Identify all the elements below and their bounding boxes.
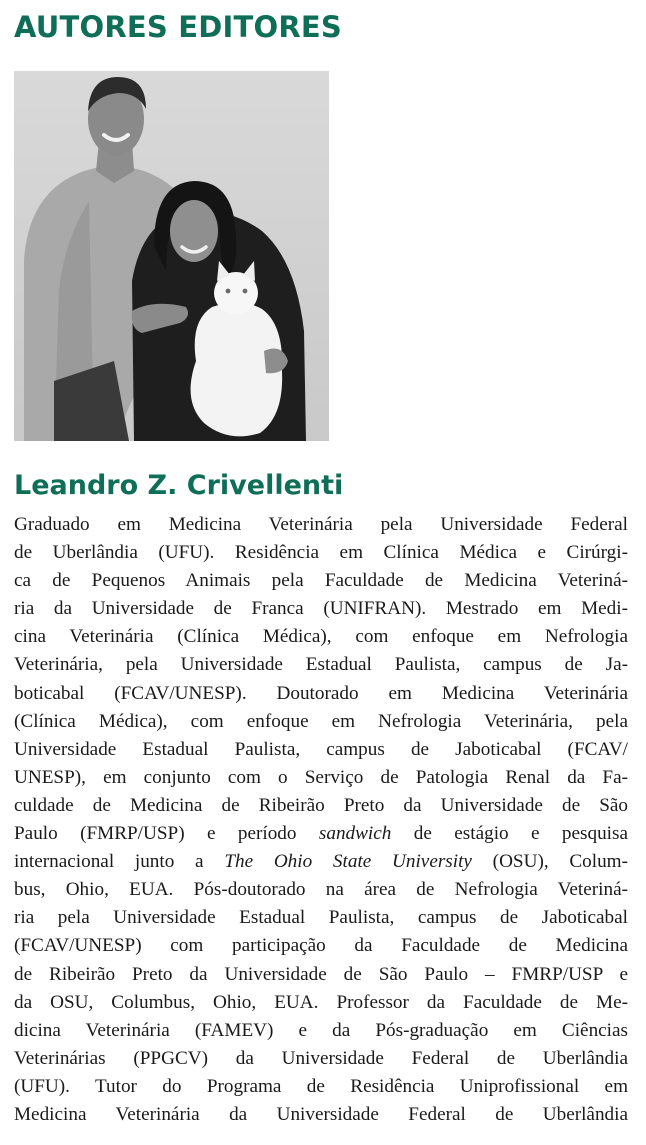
bio-text: Veterinárias (PPGCV) da Universidade Federal de Uberlândia bbox=[14, 1047, 628, 1069]
author-photo-illustration bbox=[14, 71, 329, 441]
bio-line bbox=[14, 792, 628, 820]
bio-text: (FCAV/UNESP) com participação da Faculdade de Medicina bbox=[14, 935, 628, 957]
bio-text: cina Veterinária (Clínica Médica), com enfoque em Nefrologia bbox=[14, 626, 628, 648]
bio-text: ria pela Universidade Estadual Paulista, campus de Jaboticabal bbox=[14, 907, 628, 929]
bio-text: internacional junto a bbox=[14, 851, 225, 873]
bio-text: UNESP), em conjunto com o Serviço de Patologia Renal da Fa- bbox=[14, 766, 628, 788]
bio-text: de Ribeirão Preto da Universidade de São Paulo – FMRP/USP e bbox=[14, 963, 628, 985]
bio-line bbox=[14, 736, 628, 764]
bio-line bbox=[14, 511, 628, 539]
bio-text: Graduado em Medicina Veterinária pela Universidade Federal bbox=[14, 514, 628, 535]
bio-line bbox=[14, 764, 628, 792]
bio-text: Universidade Estadual Paulista, campus de Jaboticabal (FCAV/ bbox=[14, 738, 628, 760]
bio-text: ca de Pequenos Animais pela Faculdade de Medicina Veteriná- bbox=[14, 570, 628, 592]
bio-line bbox=[14, 1101, 628, 1129]
bio-text: de Uberlândia (UFU). Residência em Clínica Médica e Cirúrgi- bbox=[14, 542, 628, 564]
bio-text: (UFU). Tutor do Programa de Residência Uniprofissional em bbox=[14, 1075, 628, 1097]
bio-text: Medicina Veterinária da Universidade Federal de Uberlândia bbox=[14, 1103, 628, 1125]
bio-line bbox=[14, 595, 628, 623]
bio-text: Veterinária, pela Universidade Estadual Paulista, campus de Ja- bbox=[14, 654, 628, 676]
author-photo bbox=[14, 71, 329, 441]
bio-line bbox=[14, 848, 628, 876]
bio-line bbox=[14, 932, 628, 960]
bio-italic-text: sandwich bbox=[318, 823, 392, 845]
bio-line bbox=[14, 539, 628, 567]
bio-text: boticabal (FCAV/UNESP). Doutorado em Medicina Veterinária bbox=[14, 682, 628, 704]
author-bio bbox=[14, 511, 628, 1129]
bio-text: bus, Ohio, EUA. Pós-doutorado na área de Nefrologia Veteriná- bbox=[14, 879, 628, 901]
bio-line bbox=[14, 1045, 628, 1073]
bio-line bbox=[14, 876, 628, 904]
bio-text: dicina Veterinária (FAMEV) e da Pós-graduação em Ciências bbox=[14, 1019, 628, 1041]
bio-line bbox=[14, 989, 628, 1017]
bio-line bbox=[14, 623, 628, 651]
bio-line bbox=[14, 651, 628, 679]
bio-line bbox=[14, 904, 628, 932]
bio-text: (Clínica Médica), com enfoque em Nefrologia Veterinária, pela bbox=[14, 710, 628, 732]
bio-line bbox=[14, 708, 628, 736]
bio-line bbox=[14, 1073, 628, 1101]
bio-text: (OSU), Colum- bbox=[471, 851, 629, 873]
bio-line bbox=[14, 820, 628, 848]
bio-text: da OSU, Columbus, Ohio, EUA. Professor da Faculdade de Me- bbox=[14, 991, 628, 1013]
bio-line bbox=[14, 567, 628, 595]
bio-line bbox=[14, 680, 628, 708]
bio-text: de estágio e pesquisa bbox=[391, 823, 628, 845]
bio-text: culdade de Medicina de Ribeirão Preto da Universidade de São bbox=[14, 794, 628, 816]
author-name: Leandro Z. Crivellenti bbox=[14, 470, 344, 501]
bio-text: ria da Universidade de Franca (UNIFRAN). Mestrado em Medi- bbox=[14, 598, 628, 620]
bio-line bbox=[14, 1017, 628, 1045]
section-title: AUTORES EDITORES bbox=[14, 10, 342, 44]
bio-text: Paulo (FMRP/USP) e período bbox=[14, 823, 319, 845]
bio-line bbox=[14, 961, 628, 989]
bio-italic-text: The Ohio State University bbox=[224, 851, 472, 873]
